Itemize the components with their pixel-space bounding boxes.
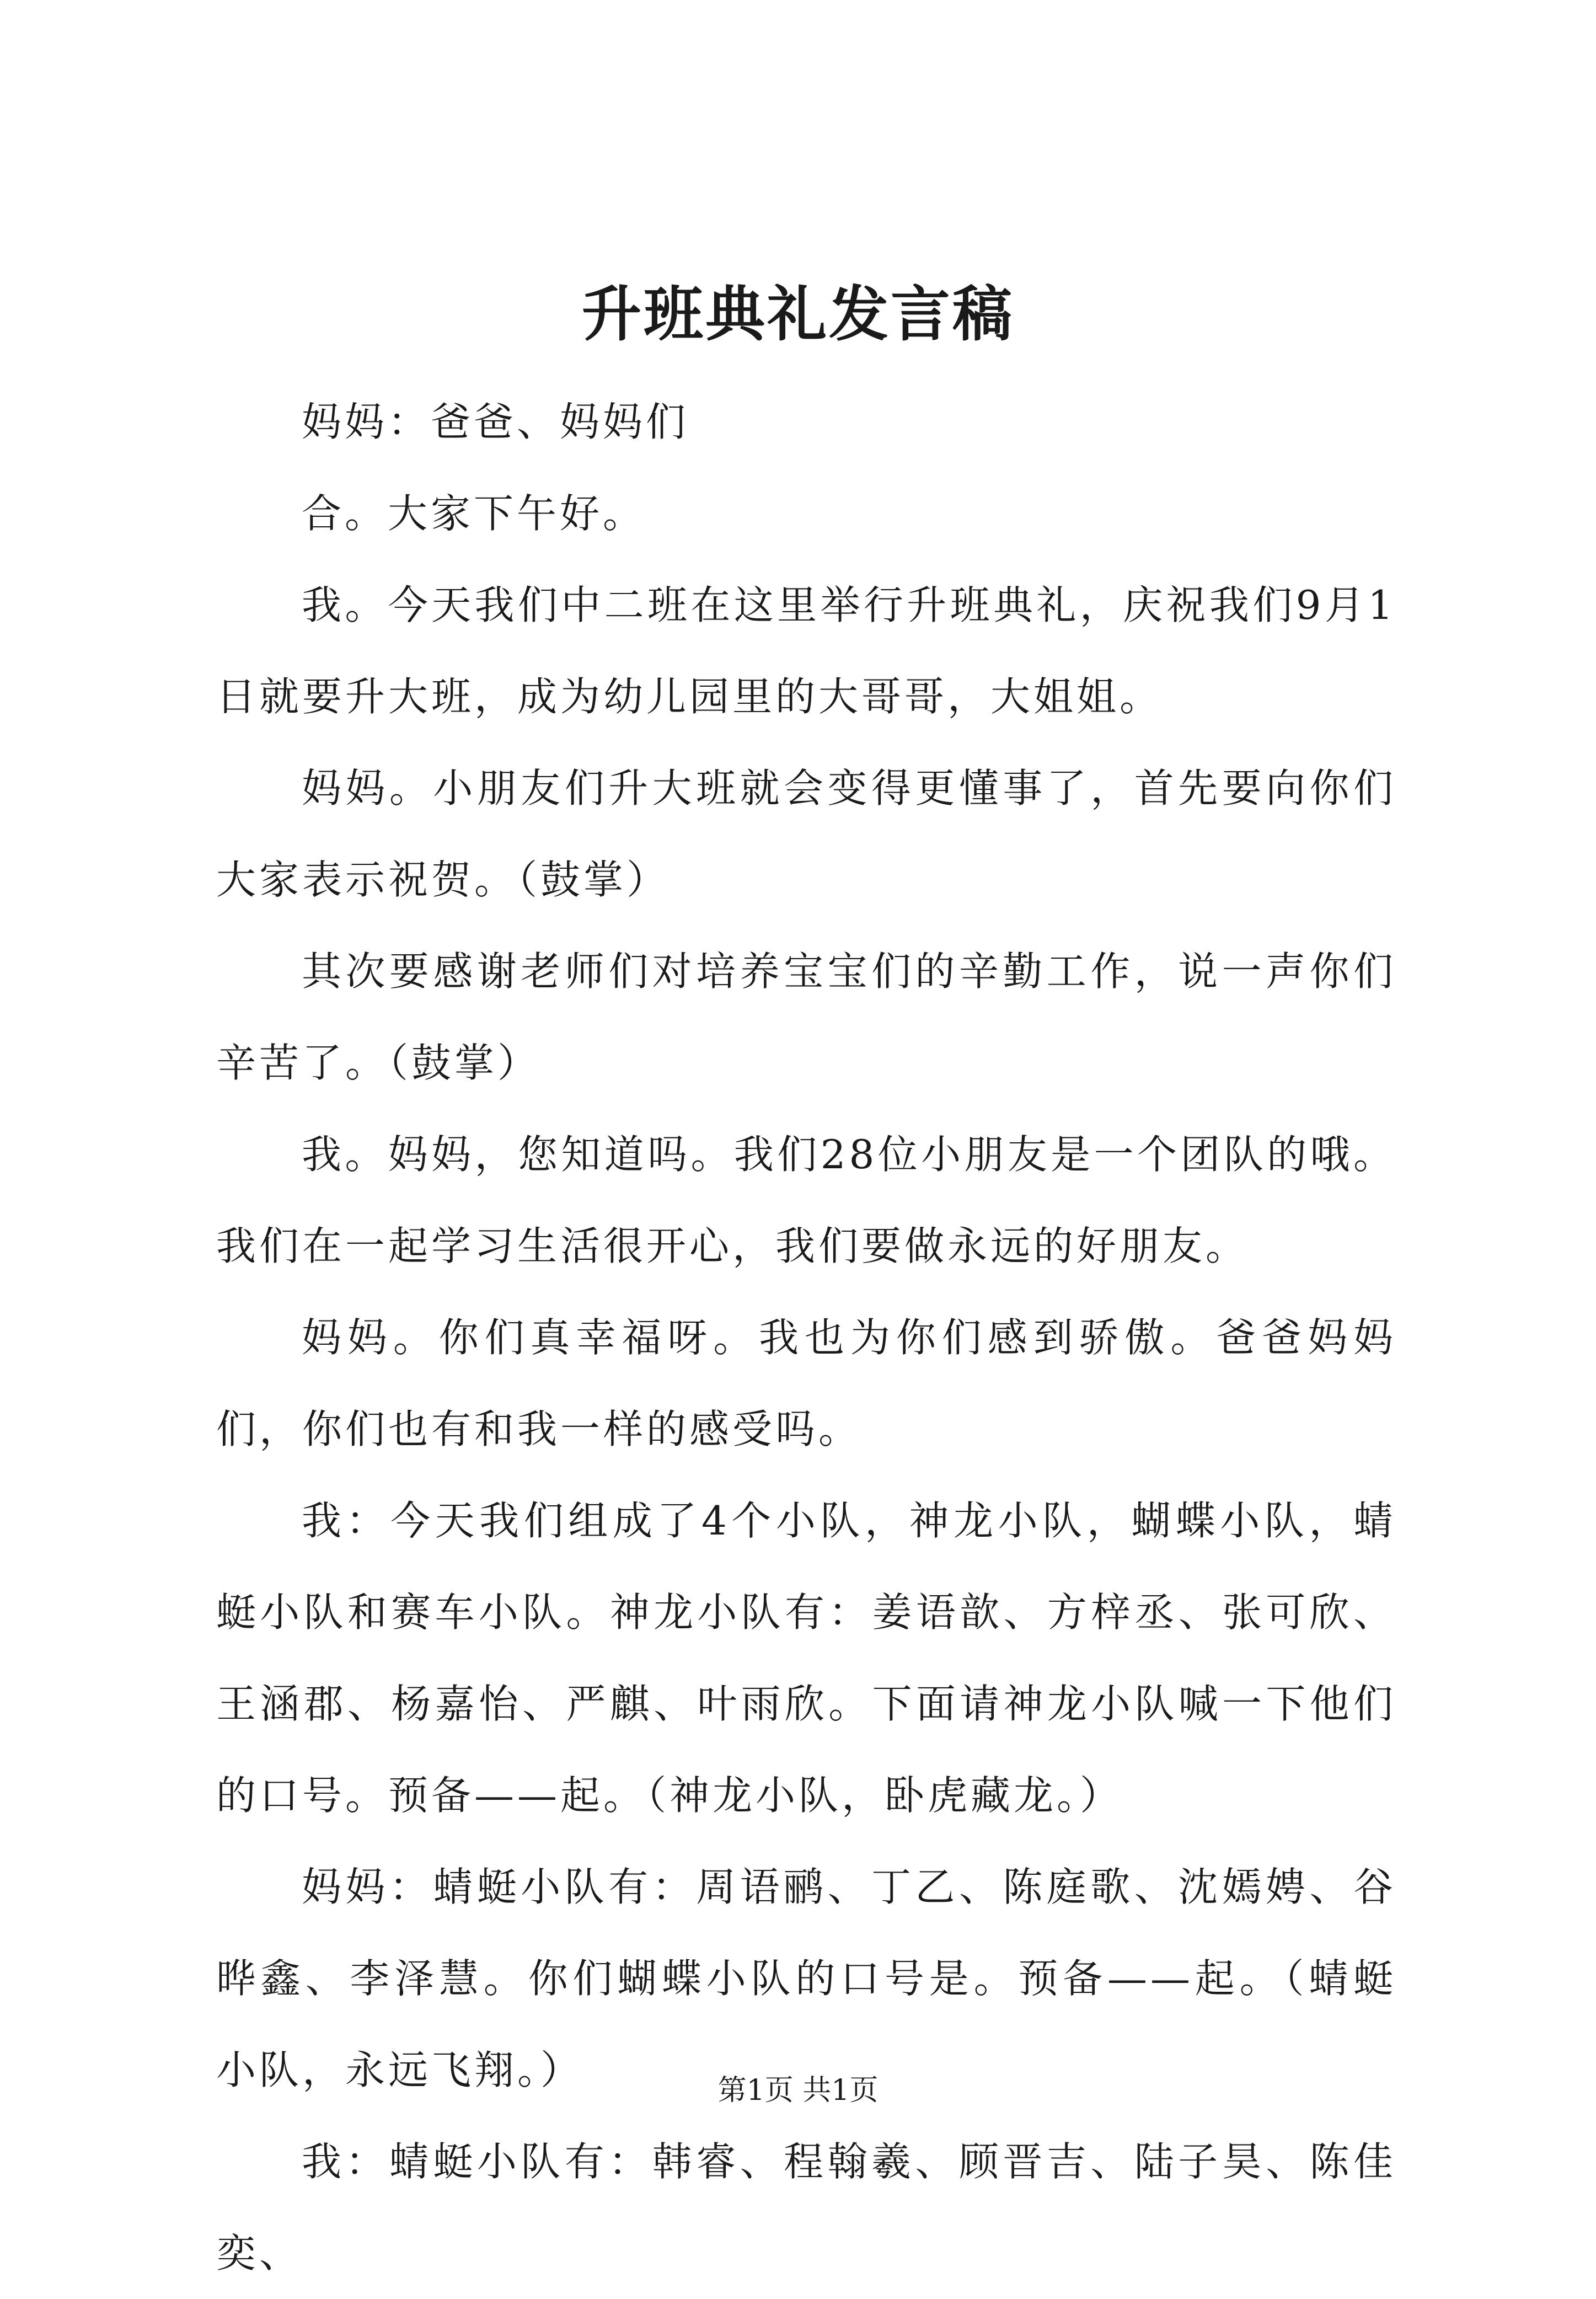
document-title: 升班典礼发言稿 <box>581 280 1014 349</box>
paragraph: 我。妈妈，您知道吗。我们28位小朋友是一个团队的哦。我们在一起学习生活很开心，我们要做永远的好朋友。 <box>216 1131 1396 1269</box>
paragraph: 我。今天我们中二班在这里举行升班典礼，庆祝我们9月1日就要升大班，成为幼儿园里的大哥哥，大姐姐。 <box>216 582 1396 720</box>
document-body <box>216 376 1396 2299</box>
paragraph: 我：蜻蜓小队有：韩睿、程翰羲、顾晋吉、陆子昊、陈佳奕、 <box>216 2138 1396 2276</box>
page-footer: 第1页 共1页 <box>717 2074 879 2107</box>
paragraph: 妈妈：爸爸、妈妈们 <box>302 399 689 445</box>
paragraph: 合。大家下午好。 <box>302 490 646 537</box>
paragraph: 妈妈。你们真幸福呀。我也为你们感到骄傲。爸爸妈妈们，你们也有和我一样的感受吗。 <box>216 1314 1396 1452</box>
paragraph: 我：今天我们组成了4个小队，神龙小队，蝴蝶小队，蜻蜓小队和赛车小队。神龙小队有：姜语歆、方梓丞、张可欣、王涵郡、杨嘉怡、严麒、叶雨欣。下面请神龙小队喊一下他们的口号。预备——起。（神龙小队，卧虎藏龙。） <box>216 1498 1396 1819</box>
paragraph: 妈妈。小朋友们升大班就会变得更懂事了，首先要向你们大家表示祝贺。（鼓掌） <box>216 765 1396 903</box>
paragraph: 其次要感谢老师们对培养宝宝们的辛勤工作，说一声你们辛苦了。（鼓掌） <box>216 948 1396 1086</box>
paragraph: 妈妈：蜻蜓小队有：周语鹂、丁乙、陈庭歌、沈嫣娉、谷晔鑫、李泽慧。你们蝴蝶小队的口号是。预备——起。（蜻蜓小队，永远飞翔。） <box>216 1864 1396 2093</box>
